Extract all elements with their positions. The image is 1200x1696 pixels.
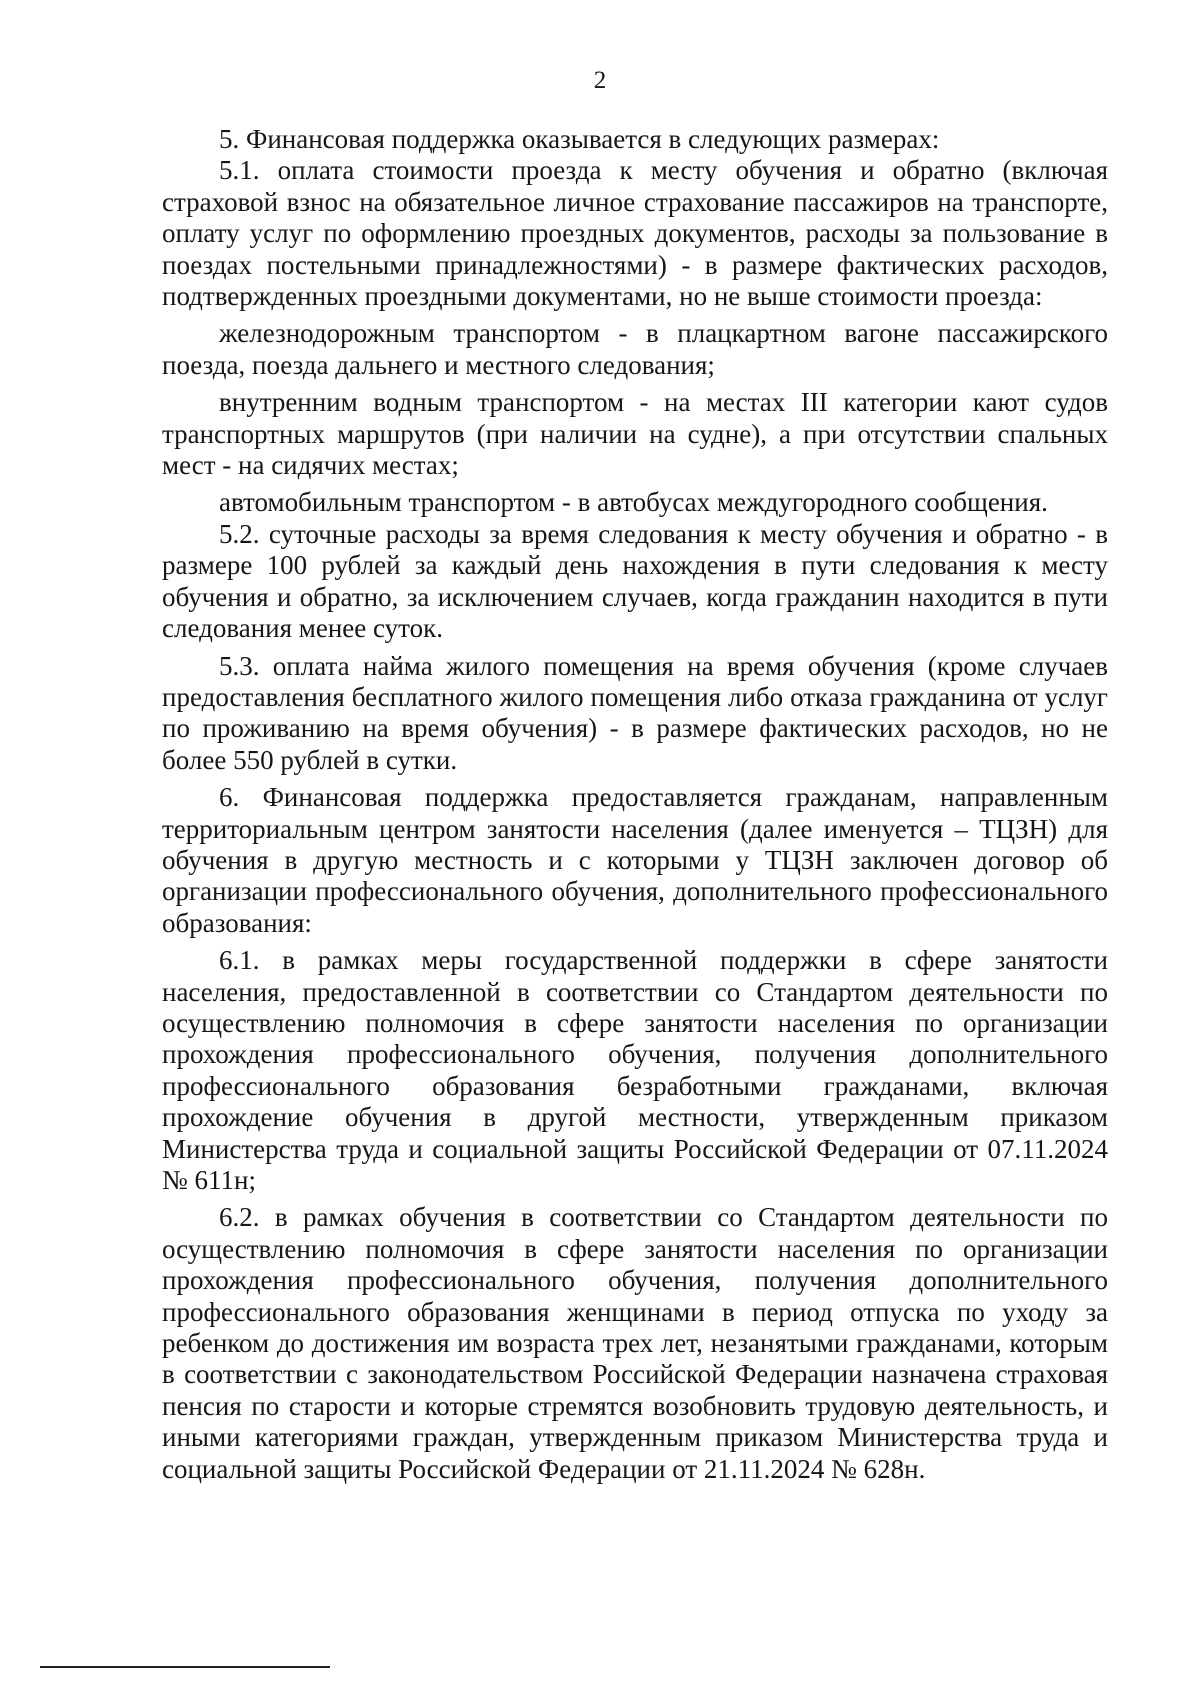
paragraph-5-2: 5.2. суточные расходы за время следования к месту обучения и обратно - в размере 100 рублей за каждый день нахождения в пути следования к месту обучения и обратно, за исключением случаев, когда гражданин находится в пути следования менее суток. [162,518,1108,644]
paragraph-5: 5. Финансовая поддержка оказывается в следующих размерах: [219,124,940,154]
footnote-divider [40,1666,330,1668]
paragraph-rail-transport: железнодорожным транспортом - в плацкартном вагоне пассажирского поезда, поезда дальнего и местного следования; [162,318,1108,380]
paragraph-5-1: 5.1. оплата стоимости проезда к месту обучения и обратно (включая страховой взнос на обязательное личное страхование пассажиров на транспорте, оплату услуг по оформлению проездных документов, расходы за пользование в поездах постельными принадлежностями) - в размере фактических расходов, подтвержденных проездными документами, но не выше стоимости проезда: [162,155,1108,312]
page-number: 2 [593,67,607,94]
paragraph-6-2: 6.2. в рамках обучения в соответствии со Стандартом деятельности по осуществлению полномочия в сфере занятости населения по организации прохождения профессионального обучения, получения дополнительного профессионального образования женщинами в период отпуска по уходу за ребенком до достижения им возраста трех лет, незанятыми гражданами, которым в соответствии с законодательством Российской Федерации назначена страховая пенсия по старости и которые стремятся возобновить трудовую деятельность, и иными категориями граждан, утвержденным приказом Министерства труда и социальной защиты Российской Федерации от 21.11.2024 № 628н. [162,1202,1108,1484]
paragraph-6: 6. Финансовая поддержка предоставляется гражданам, направленным территориальным центром занятости населения (далее именуется – ТЦЗН) для обучения в другую местность и с которыми у ТЦЗН заключен договор об организации профессионального обучения, дополнительного профессионального образования: [162,782,1108,938]
paragraph-5-3: 5.3. оплата найма жилого помещения на время обучения (кроме случаев предоставления бесплатного жилого помещения либо отказа гражданина от услуг по проживанию на время обучения) - в размере фактических расходов, но не более 550 рублей в сутки. [162,650,1108,775]
paragraph-road-transport: автомобильным транспортом - в автобусах междугородного сообщения. [219,487,1048,518]
document-body [162,124,1108,1485]
paragraph-water-transport: внутренним водным транспортом - на местах III категории кают судов транспортных маршрутов (при наличии на судне), а при отсутствии спальных мест - на сидячих местах; [162,387,1108,481]
paragraph-6-1: 6.1. в рамках меры государственной поддержки в сфере занятости населения, предоставленной в соответствии со Стандартом деятельности по осуществлению полномочия в сфере занятости населения по организации прохождения профессионального обучения, получения дополнительного профессионального образования безработными гражданами, включая прохождение обучения в другой местности, утвержденным приказом Министерства труда и социальной защиты Российской Федерации от 07.11.2024 № 611н; [162,945,1108,1195]
